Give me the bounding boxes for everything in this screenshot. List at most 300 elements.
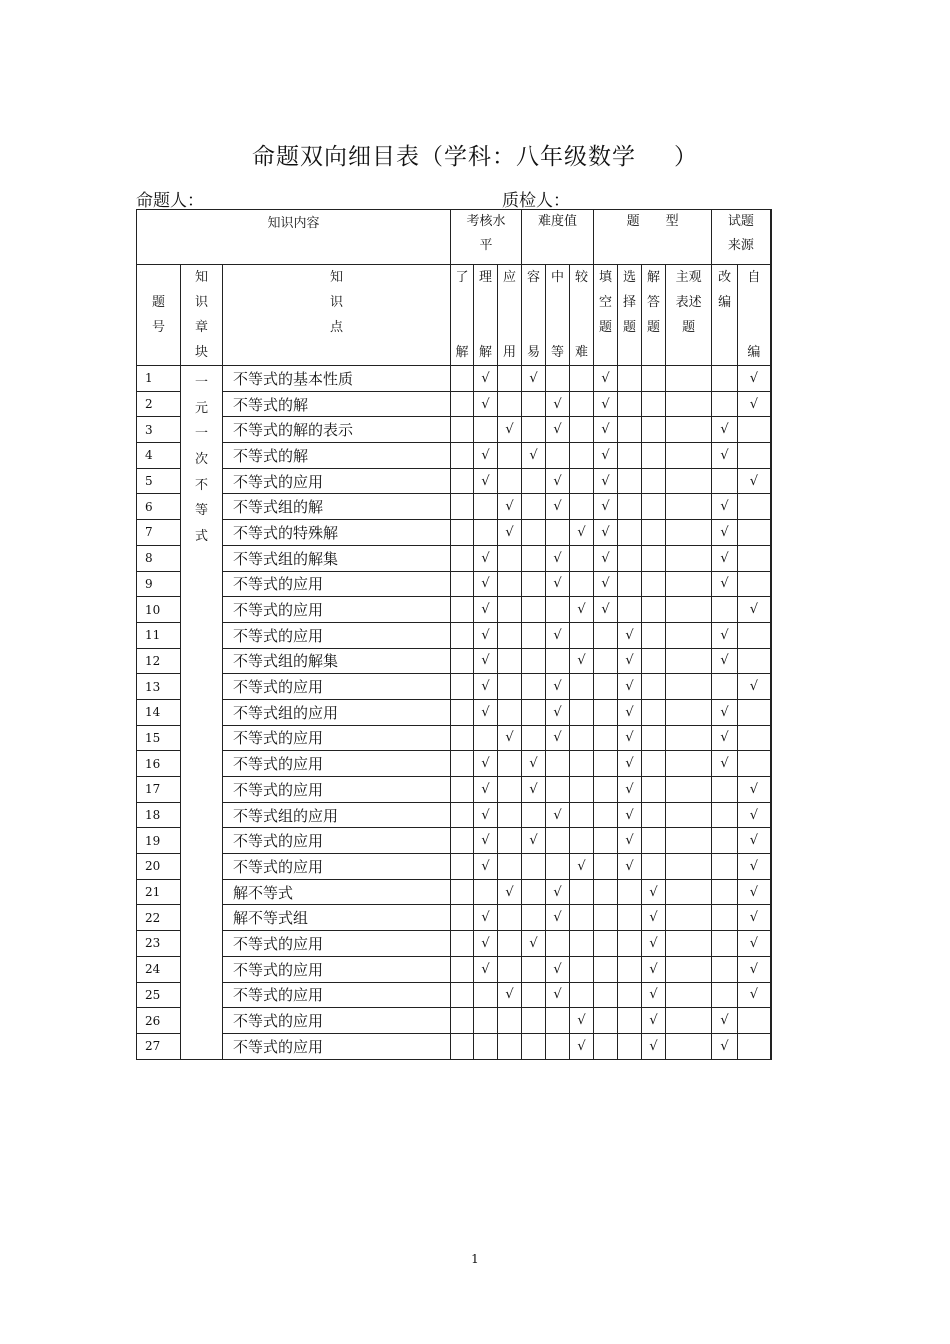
check-mark: √	[474, 674, 498, 700]
empty-cell	[522, 417, 546, 443]
table-row	[137, 725, 771, 751]
empty-cell	[712, 366, 738, 392]
col-header-sub: 主观 表述 题	[666, 265, 712, 366]
check-mark: √	[474, 443, 498, 469]
empty-cell	[712, 468, 738, 494]
col-header-sub: 较 难	[570, 265, 594, 366]
empty-cell	[666, 443, 712, 469]
empty-cell	[451, 494, 474, 520]
knowledge-point: 不等式的基本性质	[223, 366, 451, 392]
title-text: 命题双向细目表（学科：八年级数学	[252, 144, 636, 170]
empty-cell	[666, 545, 712, 571]
check-mark: √	[474, 828, 498, 854]
check-mark: √	[594, 391, 618, 417]
empty-cell	[451, 648, 474, 674]
table-row	[137, 366, 771, 392]
check-mark: √	[546, 905, 570, 931]
check-mark: √	[474, 854, 498, 880]
knowledge-point: 不等式的应用	[223, 1033, 451, 1059]
knowledge-point: 不等式的应用	[223, 1008, 451, 1034]
question-number: 24	[137, 956, 181, 982]
check-mark: √	[738, 391, 771, 417]
check-mark: √	[474, 545, 498, 571]
checker-label: 质检人：	[502, 191, 570, 211]
question-number: 5	[137, 468, 181, 494]
check-mark: √	[474, 597, 498, 623]
empty-cell	[474, 879, 498, 905]
empty-cell	[498, 571, 522, 597]
empty-cell	[570, 828, 594, 854]
empty-cell	[594, 905, 618, 931]
question-number: 2	[137, 391, 181, 417]
col-header-chapter: 知 识 章 块	[181, 265, 223, 366]
level-header: 考核水 平	[451, 210, 522, 265]
col-header-sub: 了 解	[451, 265, 474, 366]
question-number: 6	[137, 494, 181, 520]
question-number: 13	[137, 674, 181, 700]
empty-cell	[642, 494, 666, 520]
empty-cell	[666, 391, 712, 417]
question-number: 4	[137, 443, 181, 469]
col-header-sub: 选 择 题	[618, 265, 642, 366]
check-mark: √	[474, 648, 498, 674]
check-mark: √	[474, 931, 498, 957]
question-number: 26	[137, 1008, 181, 1034]
empty-cell	[522, 520, 546, 546]
empty-cell	[666, 725, 712, 751]
question-number: 8	[137, 545, 181, 571]
table-row	[137, 648, 771, 674]
empty-cell	[498, 366, 522, 392]
empty-cell	[451, 622, 474, 648]
table-row	[137, 494, 771, 520]
check-mark: √	[498, 725, 522, 751]
empty-cell	[451, 366, 474, 392]
source-header: 试题 来源	[712, 210, 771, 265]
empty-cell	[594, 879, 618, 905]
check-mark: √	[474, 905, 498, 931]
check-mark: √	[738, 931, 771, 957]
check-mark: √	[570, 520, 594, 546]
empty-cell	[666, 699, 712, 725]
col-header-sub: 应 用	[498, 265, 522, 366]
empty-cell	[546, 1033, 570, 1059]
check-mark: √	[618, 699, 642, 725]
check-mark: √	[712, 1033, 738, 1059]
empty-cell	[474, 520, 498, 546]
empty-cell	[712, 802, 738, 828]
check-mark: √	[712, 725, 738, 751]
title-close: ）	[674, 144, 698, 170]
knowledge-point: 不等式的应用	[223, 931, 451, 957]
check-mark: √	[594, 468, 618, 494]
empty-cell	[451, 545, 474, 571]
empty-cell	[618, 879, 642, 905]
check-mark: √	[738, 828, 771, 854]
empty-cell	[570, 982, 594, 1008]
empty-cell	[451, 674, 474, 700]
empty-cell	[451, 905, 474, 931]
empty-cell	[522, 879, 546, 905]
check-mark: √	[570, 1033, 594, 1059]
check-mark: √	[474, 802, 498, 828]
empty-cell	[666, 982, 712, 1008]
empty-cell	[618, 417, 642, 443]
check-mark: √	[546, 725, 570, 751]
question-number: 14	[137, 699, 181, 725]
check-mark: √	[712, 494, 738, 520]
empty-cell	[522, 494, 546, 520]
check-mark: √	[594, 545, 618, 571]
question-number: 21	[137, 879, 181, 905]
check-mark: √	[522, 931, 546, 957]
empty-cell	[570, 699, 594, 725]
col-header-sub: 解 答 题	[642, 265, 666, 366]
table-row	[137, 597, 771, 623]
empty-cell	[570, 956, 594, 982]
empty-cell	[618, 366, 642, 392]
table-row	[137, 520, 771, 546]
difficulty-header: 难度值	[522, 210, 594, 265]
empty-cell	[498, 699, 522, 725]
empty-cell	[666, 520, 712, 546]
empty-cell	[451, 982, 474, 1008]
empty-cell	[570, 622, 594, 648]
empty-cell	[666, 674, 712, 700]
question-number: 7	[137, 520, 181, 546]
col-header-sub: 自 编	[738, 265, 771, 366]
empty-cell	[522, 956, 546, 982]
check-mark: √	[738, 597, 771, 623]
empty-cell	[594, 648, 618, 674]
empty-cell	[522, 648, 546, 674]
empty-cell	[594, 777, 618, 803]
empty-cell	[498, 905, 522, 931]
question-number: 25	[137, 982, 181, 1008]
check-mark: √	[712, 520, 738, 546]
check-mark: √	[522, 828, 546, 854]
knowledge-point: 不等式的应用	[223, 597, 451, 623]
empty-cell	[570, 905, 594, 931]
empty-cell	[498, 854, 522, 880]
empty-cell	[570, 802, 594, 828]
empty-cell	[666, 648, 712, 674]
empty-cell	[522, 725, 546, 751]
table-row	[137, 905, 771, 931]
check-mark: √	[594, 571, 618, 597]
empty-cell	[618, 597, 642, 623]
check-mark: √	[618, 725, 642, 751]
table-row	[137, 1008, 771, 1034]
check-mark: √	[618, 751, 642, 777]
check-mark: √	[522, 366, 546, 392]
empty-cell	[642, 417, 666, 443]
empty-cell	[666, 1008, 712, 1034]
question-number: 19	[137, 828, 181, 854]
empty-cell	[594, 674, 618, 700]
type-header: 题 型	[594, 210, 712, 265]
check-mark: √	[546, 674, 570, 700]
check-mark: √	[642, 879, 666, 905]
check-mark: √	[712, 1008, 738, 1034]
empty-cell	[666, 777, 712, 803]
check-mark: √	[474, 571, 498, 597]
spec-table	[136, 209, 772, 1060]
empty-cell	[570, 468, 594, 494]
question-number: 23	[137, 931, 181, 957]
empty-cell	[618, 391, 642, 417]
empty-cell	[642, 597, 666, 623]
page-number: 1	[471, 1252, 479, 1266]
check-mark: √	[712, 751, 738, 777]
empty-cell	[522, 982, 546, 1008]
knowledge-point: 不等式组的解	[223, 494, 451, 520]
table-row	[137, 802, 771, 828]
empty-cell	[474, 494, 498, 520]
question-number: 3	[137, 417, 181, 443]
check-mark: √	[522, 443, 546, 469]
empty-cell	[546, 751, 570, 777]
question-number: 20	[137, 854, 181, 880]
empty-cell	[474, 982, 498, 1008]
empty-cell	[451, 828, 474, 854]
empty-cell	[666, 956, 712, 982]
check-mark: √	[498, 982, 522, 1008]
empty-cell	[498, 802, 522, 828]
table-row	[137, 417, 771, 443]
empty-cell	[451, 879, 474, 905]
knowledge-point: 不等式的解	[223, 391, 451, 417]
empty-cell	[642, 854, 666, 880]
knowledge-point: 不等式的应用	[223, 468, 451, 494]
check-mark: √	[474, 468, 498, 494]
empty-cell	[594, 956, 618, 982]
check-mark: √	[546, 545, 570, 571]
empty-cell	[570, 443, 594, 469]
empty-cell	[666, 828, 712, 854]
header-row-2	[137, 265, 771, 366]
check-mark: √	[618, 648, 642, 674]
empty-cell	[546, 366, 570, 392]
check-mark: √	[570, 648, 594, 674]
empty-cell	[738, 520, 771, 546]
empty-cell	[451, 725, 474, 751]
col-header-sub: 改 编	[712, 265, 738, 366]
col-header-sub: 理 解	[474, 265, 498, 366]
empty-cell	[618, 494, 642, 520]
empty-cell	[594, 751, 618, 777]
empty-cell	[712, 982, 738, 1008]
empty-cell	[498, 597, 522, 623]
empty-cell	[666, 468, 712, 494]
question-number: 9	[137, 571, 181, 597]
empty-cell	[712, 674, 738, 700]
check-mark: √	[474, 777, 498, 803]
empty-cell	[642, 571, 666, 597]
empty-cell	[451, 443, 474, 469]
check-mark: √	[738, 905, 771, 931]
empty-cell	[738, 443, 771, 469]
check-mark: √	[618, 828, 642, 854]
check-mark: √	[642, 982, 666, 1008]
empty-cell	[712, 854, 738, 880]
empty-cell	[738, 622, 771, 648]
empty-cell	[498, 674, 522, 700]
check-mark: √	[712, 648, 738, 674]
table-body	[137, 366, 771, 1060]
empty-cell	[738, 545, 771, 571]
empty-cell	[570, 751, 594, 777]
check-mark: √	[474, 956, 498, 982]
table-row	[137, 545, 771, 571]
empty-cell	[666, 494, 712, 520]
check-mark: √	[594, 366, 618, 392]
empty-cell	[738, 751, 771, 777]
empty-cell	[642, 802, 666, 828]
empty-cell	[618, 905, 642, 931]
check-mark: √	[594, 520, 618, 546]
empty-cell	[451, 802, 474, 828]
check-mark: √	[738, 982, 771, 1008]
table-row	[137, 674, 771, 700]
check-mark: √	[642, 1008, 666, 1034]
empty-cell	[642, 391, 666, 417]
empty-cell	[570, 494, 594, 520]
check-mark: √	[738, 468, 771, 494]
empty-cell	[451, 391, 474, 417]
empty-cell	[546, 777, 570, 803]
knowledge-point: 解不等式	[223, 879, 451, 905]
knowledge-point: 不等式组的解集	[223, 545, 451, 571]
empty-cell	[738, 725, 771, 751]
table-row	[137, 879, 771, 905]
check-mark: √	[546, 699, 570, 725]
table-row	[137, 1033, 771, 1059]
check-mark: √	[618, 854, 642, 880]
empty-cell	[642, 751, 666, 777]
chapter-cell: 一 元 一 次 不 等 式	[181, 366, 223, 1060]
check-mark: √	[594, 597, 618, 623]
empty-cell	[642, 468, 666, 494]
knowledge-point: 不等式组的应用	[223, 699, 451, 725]
empty-cell	[522, 391, 546, 417]
empty-cell	[642, 622, 666, 648]
check-mark: √	[738, 956, 771, 982]
empty-cell	[474, 1033, 498, 1059]
empty-cell	[451, 956, 474, 982]
check-mark: √	[642, 931, 666, 957]
empty-cell	[546, 828, 570, 854]
check-mark: √	[546, 982, 570, 1008]
knowledge-point: 不等式的解的表示	[223, 417, 451, 443]
check-mark: √	[618, 802, 642, 828]
empty-cell	[712, 931, 738, 957]
check-mark: √	[498, 879, 522, 905]
knowledge-point: 不等式的应用	[223, 854, 451, 880]
empty-cell	[594, 931, 618, 957]
empty-cell	[498, 622, 522, 648]
knowledge-point: 不等式的应用	[223, 828, 451, 854]
table-row	[137, 854, 771, 880]
empty-cell	[474, 725, 498, 751]
empty-cell	[522, 699, 546, 725]
empty-cell	[712, 391, 738, 417]
empty-cell	[642, 443, 666, 469]
check-mark: √	[712, 571, 738, 597]
knowledge-point: 不等式的解	[223, 443, 451, 469]
empty-cell	[712, 956, 738, 982]
check-mark: √	[546, 571, 570, 597]
empty-cell	[642, 699, 666, 725]
question-number: 17	[137, 777, 181, 803]
empty-cell	[738, 1008, 771, 1034]
table-row	[137, 828, 771, 854]
empty-cell	[594, 699, 618, 725]
table-row	[137, 699, 771, 725]
empty-cell	[474, 1008, 498, 1034]
check-mark: √	[474, 366, 498, 392]
check-mark: √	[712, 699, 738, 725]
empty-cell	[594, 1033, 618, 1059]
table-row	[137, 982, 771, 1008]
empty-cell	[546, 520, 570, 546]
check-mark: √	[546, 956, 570, 982]
check-mark: √	[570, 854, 594, 880]
check-mark: √	[738, 366, 771, 392]
check-mark: √	[546, 802, 570, 828]
check-mark: √	[712, 443, 738, 469]
knowledge-point: 解不等式组	[223, 905, 451, 931]
empty-cell	[498, 545, 522, 571]
check-mark: √	[738, 879, 771, 905]
empty-cell	[666, 366, 712, 392]
empty-cell	[570, 777, 594, 803]
table-row	[137, 391, 771, 417]
empty-cell	[498, 1008, 522, 1034]
empty-cell	[570, 931, 594, 957]
check-mark: √	[498, 417, 522, 443]
table-row	[137, 571, 771, 597]
check-mark: √	[498, 520, 522, 546]
knowledge-point: 不等式的应用	[223, 751, 451, 777]
col-header-sub: 中 等	[546, 265, 570, 366]
check-mark: √	[738, 854, 771, 880]
check-mark: √	[546, 879, 570, 905]
empty-cell	[570, 417, 594, 443]
empty-cell	[451, 571, 474, 597]
knowledge-point: 不等式的应用	[223, 777, 451, 803]
empty-cell	[738, 699, 771, 725]
table-row	[137, 751, 771, 777]
empty-cell	[666, 931, 712, 957]
check-mark: √	[618, 622, 642, 648]
knowledge-point: 不等式的应用	[223, 956, 451, 982]
check-mark: √	[570, 597, 594, 623]
col-header-sub: 容 易	[522, 265, 546, 366]
empty-cell	[522, 597, 546, 623]
empty-cell	[666, 854, 712, 880]
knowledge-point: 不等式的应用	[223, 725, 451, 751]
empty-cell	[522, 1008, 546, 1034]
check-mark: √	[594, 417, 618, 443]
empty-cell	[642, 520, 666, 546]
empty-cell	[618, 468, 642, 494]
empty-cell	[666, 622, 712, 648]
table-row	[137, 622, 771, 648]
check-mark: √	[522, 751, 546, 777]
check-mark: √	[642, 1033, 666, 1059]
empty-cell	[451, 417, 474, 443]
